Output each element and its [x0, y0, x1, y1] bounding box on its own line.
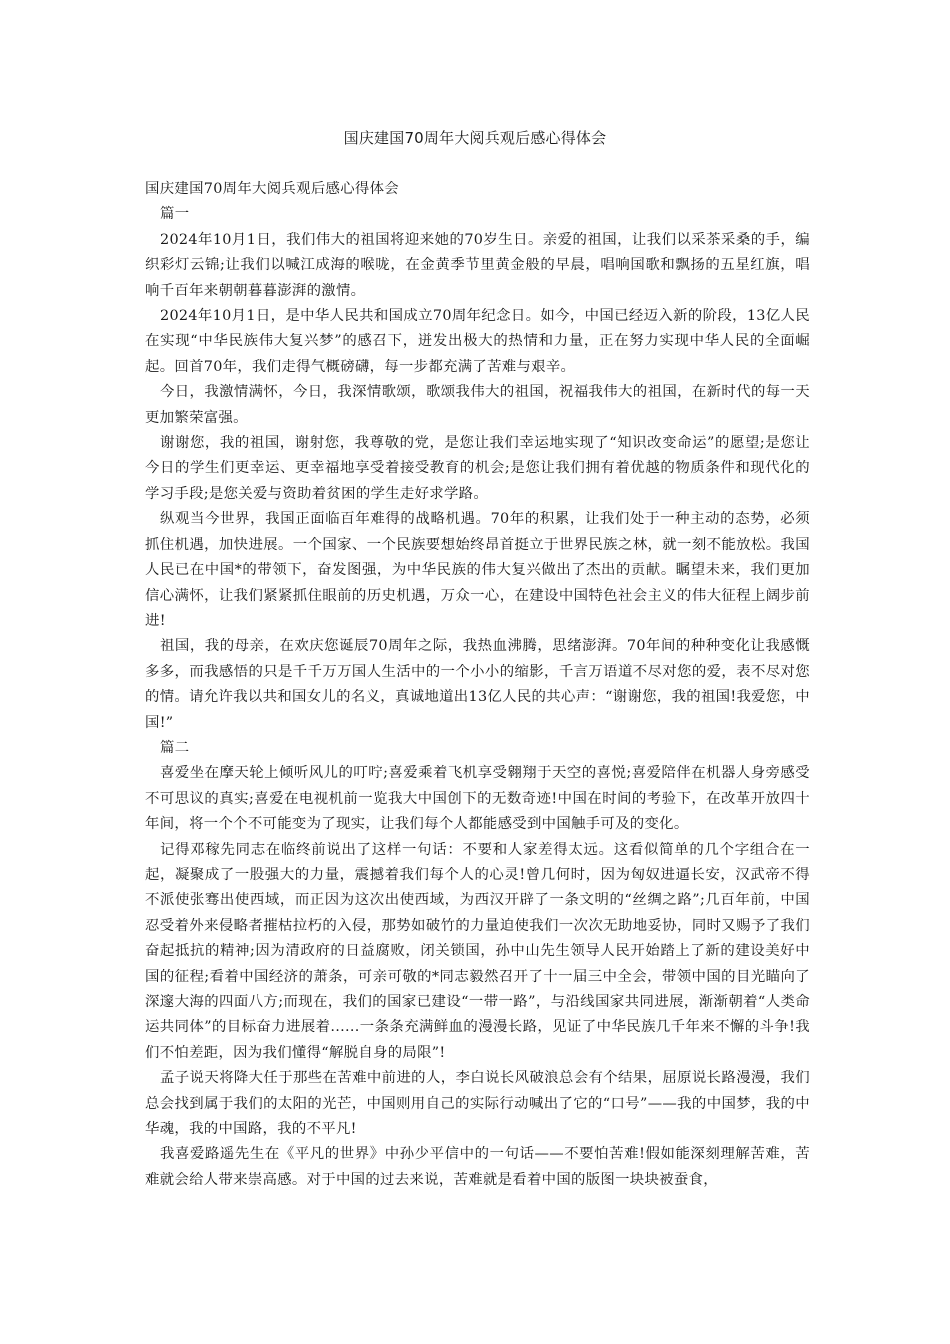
paragraph: 记得邓稼先同志在临终前说出了这样一句话：不要和人家差得太远。这看似简单的几个字组合在一起，凝聚成了一股强大的力量，震撼着我们每个人的心灵!曾几何时，因为匈奴进逼长安，汉武帝不得不派使张骞出使西域，而正因为这次出使西域，为西汉开辟了一条文明的“丝绸之路”;几百年前，中国忍受着外来侵略者摧枯拉朽的入侵，那势如破竹的力量迫使我们一次次无助地妥协，同时又赐予了我们奋起抵抗的精神;因为清政府的日益腐败，闭关锁国，孙中山先生领导人民开始踏上了新的建设美好中国的征程;看着中国经济的萧条，可亲可敬的*同志毅然召开了十一届三中全会，带领中国的目光瞄向了深邃大海的四面八方;而现在，我们的国家已建设“一带一路”，与沿线国家共同进展，渐渐朝着“人类命运共同体”的目标奋力进展着......一条条充满鲜血的漫漫长路，见证了中华民族几千年来不懈的斗争!我们不怕差距，因为我们懂得“解脱自身的局限”!	[145, 841, 810, 1061]
paragraph: 喜爱坐在摩天轮上倾听风儿的叮咛;喜爱乘着飞机享受翱翔于天空的喜悦;喜爱陪伴在机器人身旁感受不可思议的真实;喜爱在电视机前一览我大中国创下的无数奇迹!中国在时间的考验下，在改革开放四十年间，将一个个不可能变为了现实，让我们每个人都能感受到中国触手可及的变化。	[145, 765, 810, 833]
section-heading-1: 篇一	[160, 206, 190, 223]
section-heading-2: 篇二	[160, 739, 190, 756]
paragraph: 孟子说天将降大任于那些在苦难中前进的人，李白说长风破浪总会有个结果，屈原说长路漫漫，我们总会找到属于我们的太阳的光芒，中国则用自己的实际行动喊出了它的“口号”——我的中国梦，我的中华魂，我的中国路，我的不平凡!	[145, 1070, 810, 1138]
paragraph: 纵观当今世界，我国正面临百年难得的战略机遇。70年的积累，让我们处于一种主动的态势，必须抓住机遇，加快进展。一个国家、一个民族要想始终昂首挺立于世界民族之林，就一刻不能放松。我国人民已在中国*的带领下，奋发图强，为中华民族的伟大复兴做出了杰出的贡献。瞩望未来，我们更加信心满怀，让我们紧紧抓住眼前的历史机遇，万众一心，在建设中国特色社会主义的伟大征程上阔步前进!	[145, 511, 810, 629]
document-body	[145, 177, 810, 1193]
paragraph: 2024年10月1日，我们伟大的祖国将迎来她的70岁生日。亲爱的祖国，让我们以采茶采桑的手，编织彩灯云锦;让我们以喊江成海的喉咙，在金黄季节里黄金般的早晨，唱响国歌和飘扬的五星红旗，唱响千百年来朝朝暮暮澎湃的激情。	[145, 231, 810, 299]
page-title: 国庆建国70周年大阅兵观后感心得体会	[343, 129, 607, 147]
paragraph: 祖国，我的母亲，在欢庆您诞辰70周年之际，我热血沸腾，思绪澎湃。70年间的种种变化让我感慨多多，而我感悟的只是千千万万国人生活中的一个小小的缩影，千言万语道不尽对您的爱，表不尽对您的情。请允许我以共和国女儿的名义，真诚地道出13亿人民的共心声：“谢谢您，我的祖国!我爱您，中国!”	[145, 638, 810, 731]
paragraph: 今日，我激情满怀，今日，我深情歌颂，歌颂我伟大的祖国，祝福我伟大的祖国，在新时代的每一天更加繁荣富强。	[145, 384, 810, 426]
document-subtitle: 国庆建国70周年大阅兵观后感心得体会	[145, 181, 399, 197]
paragraph: 谢谢您，我的祖国，谢射您，我尊敬的党，是您让我们幸运地实现了“知识改变命运”的愿望;是您让今日的学生们更幸运、更幸福地享受着接受教育的机会;是您让我们拥有着优越的物质条件和现代化的学习手段;是您关爱与资助着贫困的学生走好求学路。	[145, 435, 810, 502]
paragraph: 2024年10月1日，是中华人民共和国成立70周年纪念日。如今，中国已经迈入新的阶段，13亿人民在实现“中华民族伟大复兴梦”的感召下，迸发出极大的热情和力量，正在努力实现中华人民的全面崛起。回首70年，我们走得气概磅礴，每一步都充满了苦难与艰辛。	[145, 308, 810, 375]
paragraph: 我喜爱路遥先生在《平凡的世界》中孙少平信中的一句话——不要怕苦难!假如能深刻理解苦难，苦难就会给人带来崇高感。对于中国的过去来说，苦难就是看着中国的版图一块块被蚕食，	[145, 1146, 810, 1188]
